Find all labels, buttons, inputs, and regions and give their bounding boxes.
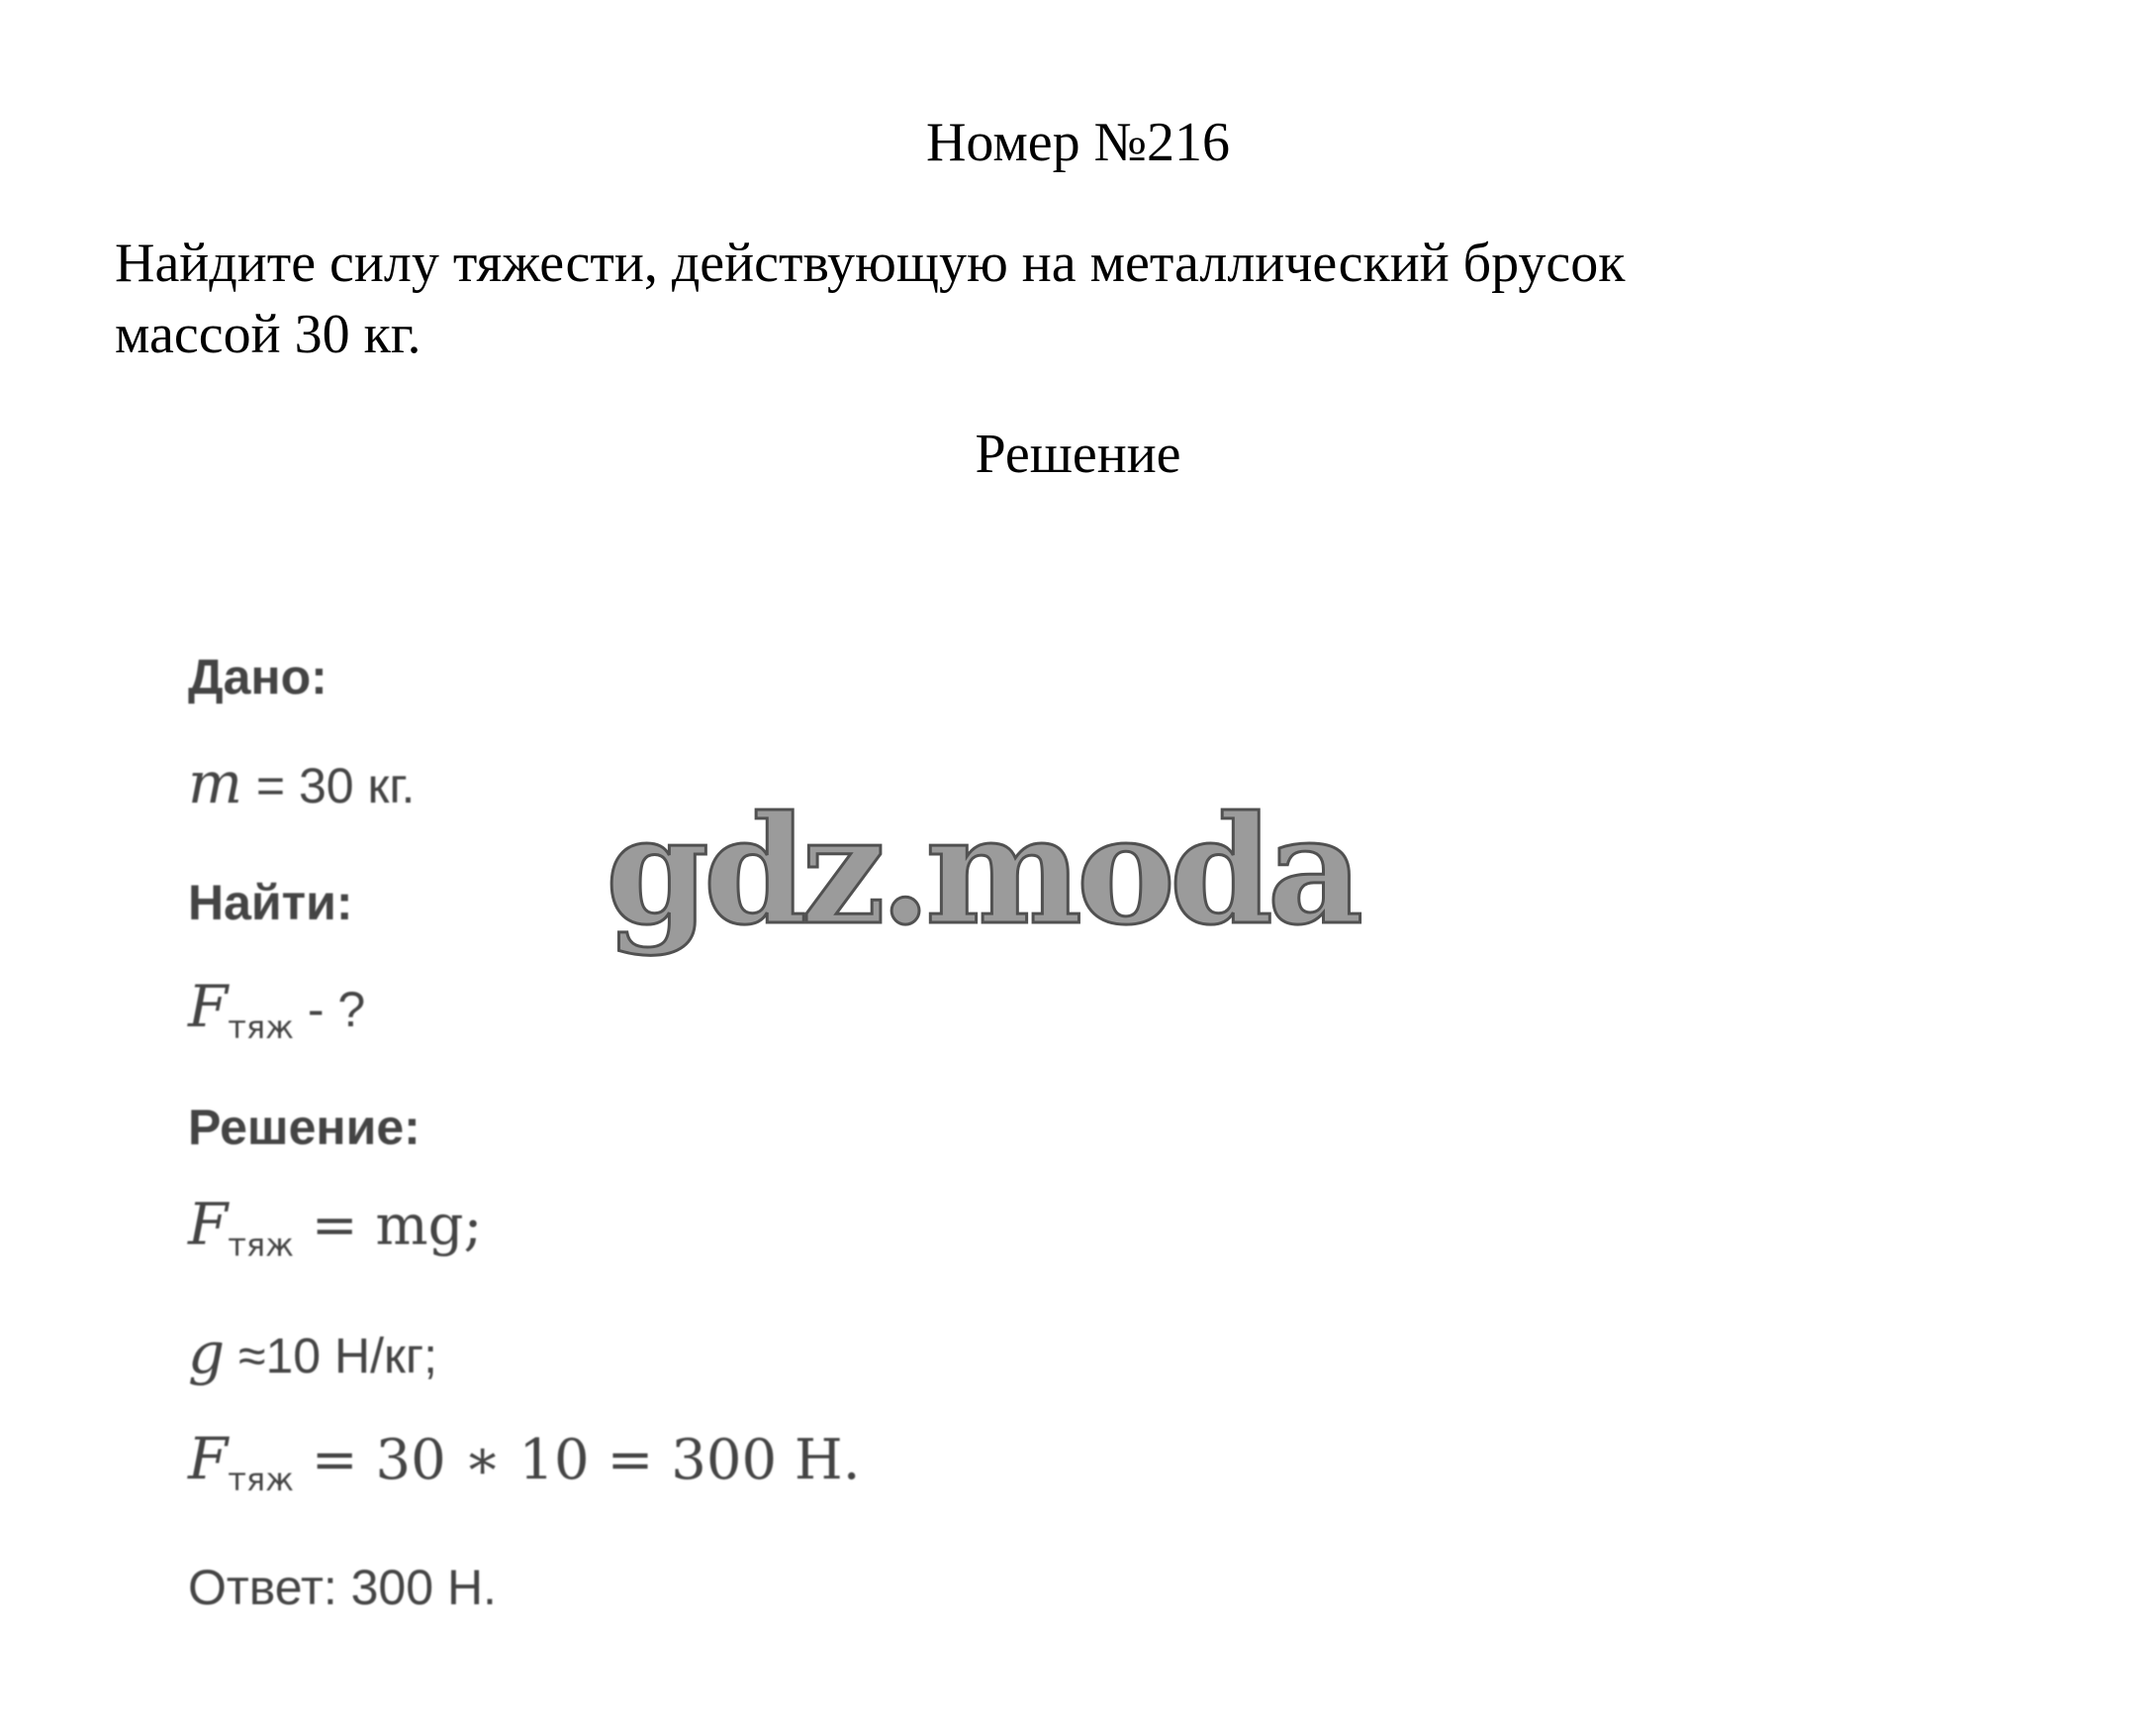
problem-number-heading: Номер №216 (925, 112, 1231, 173)
given-line (188, 749, 415, 816)
watermark-logo: gdz.moda (606, 784, 1359, 958)
problem-line-1: Найдите силу тяжести, действующую на металлический брусок (115, 233, 1626, 294)
calculation-line (188, 1425, 861, 1498)
formula-rest: = mg; (293, 1194, 483, 1258)
formula-variable: F (188, 1191, 229, 1258)
calc-subscript: тяж (228, 1461, 294, 1498)
calc-rest: = 30 ∗ 10 = 300 Н. (293, 1428, 861, 1492)
solution-label: Решение: (188, 1100, 421, 1155)
find-label: Найти: (188, 875, 353, 930)
solution-heading: Решение (975, 424, 1181, 485)
find-rest: - ? (293, 982, 366, 1037)
g-line (188, 1319, 437, 1387)
calc-variable: F (188, 1425, 229, 1492)
find-line (188, 973, 365, 1046)
g-value: ≈10 Н/кг; (225, 1328, 437, 1384)
formula-line (188, 1191, 482, 1264)
formula-subscript: тяж (228, 1226, 294, 1264)
problem-statement (115, 228, 1896, 370)
find-subscript: тяж (228, 1008, 294, 1046)
given-value: = 30 кг. (242, 758, 416, 814)
g-variable: g (188, 1319, 226, 1387)
given-variable: m (188, 749, 242, 816)
find-variable: F (188, 973, 229, 1040)
answer-line: Ответ: 300 Н. (188, 1560, 497, 1615)
problem-line-2: массой 30 кг. (115, 304, 422, 365)
given-label: Дано: (188, 649, 328, 705)
